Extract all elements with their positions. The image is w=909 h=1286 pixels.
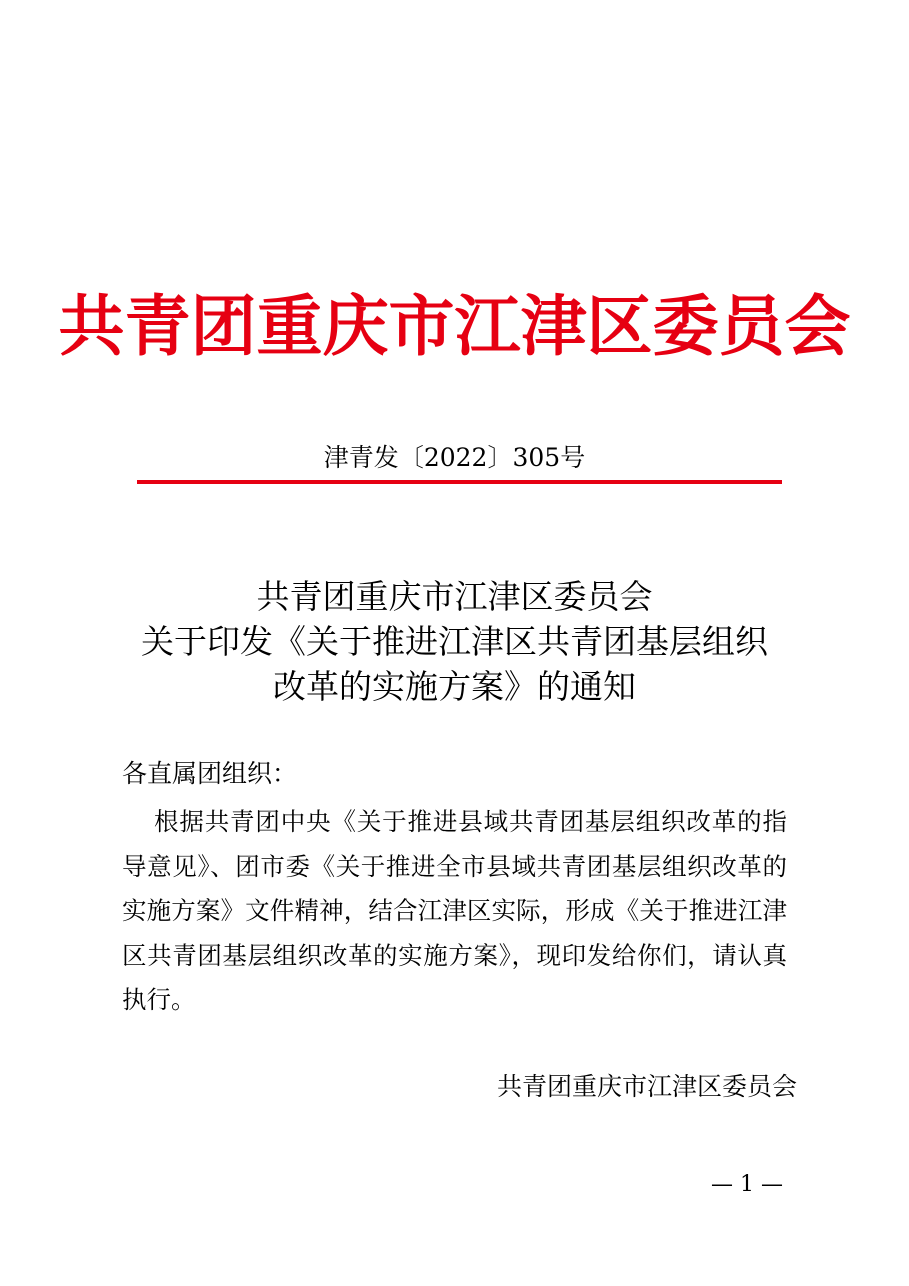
title-line-1: 共青团重庆市江津区委员会 (256, 577, 653, 616)
title-line-3: 改革的实施方案》的通知 (273, 667, 636, 706)
document-number-year-close: 〕 (487, 443, 513, 472)
signature-org: 共青团重庆市江津区委员会 (496, 1072, 797, 1101)
page-number: — 1 — (711, 1172, 783, 1197)
title-line-2: 关于印发《关于推进江津区共青团基层组织 (141, 622, 768, 661)
document-number-suffix: 号 (560, 443, 586, 472)
document-title (0, 574, 909, 709)
masthead-title: 共青团重庆市江津区委员会 (58, 288, 851, 365)
document-number (0, 440, 909, 476)
red-divider-rule (137, 480, 782, 484)
document-number-prefix: 津青发 (323, 443, 399, 472)
document-number-year-open: 〔 (398, 443, 424, 472)
salutation: 各直属团组织： (122, 759, 298, 788)
document-number-serial: 305 (512, 443, 561, 472)
document-number-year: 2022 (423, 443, 488, 472)
body-paragraph: 根据共青团中央《关于推进县域共青团基层组织改革的指导意见》、团市委《关于推进全市县域共青团基层组织改革的实施方案》文件精神，结合江津区实际，形成《关于推进江津区共青团基层组织改革的实施方案》，现印发给你们，请认真执行。 (122, 807, 787, 1014)
